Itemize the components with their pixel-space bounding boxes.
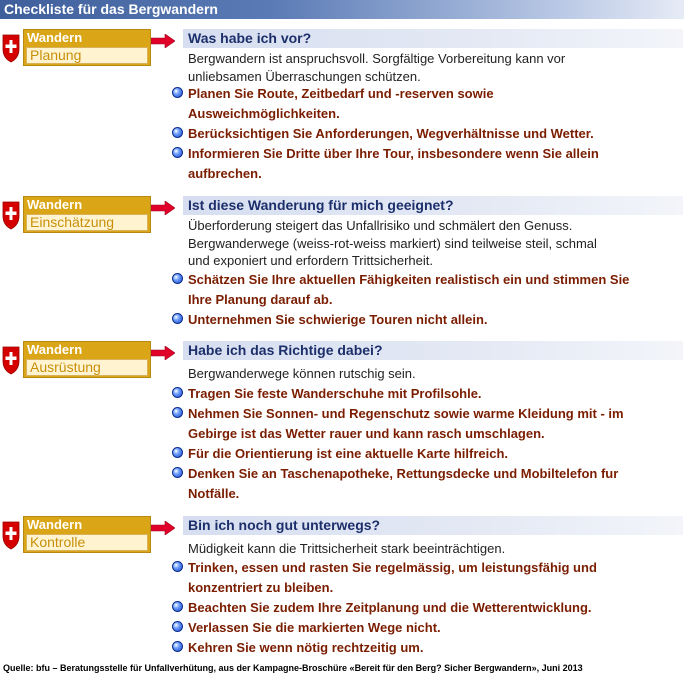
list-item-line: Schätzen Sie Ihre aktuellen Fähigkeiten realistisch ein und stimmen Sie [188, 272, 630, 287]
list-item-line: konzentriert zu bleiben. [188, 580, 334, 595]
list-item-line: Für die Orientierung ist eine aktuelle Karte hilfreich. [188, 446, 509, 461]
intro-line: Bergwanderwege können rutschig sein. [188, 366, 416, 381]
list-item-text [188, 464, 678, 504]
list-item-line: Nehmen Sie Sonnen- und Regenschutz sowie warme Kleidung mit - im [188, 406, 624, 421]
section-badge [0, 341, 176, 379]
page-title: Checkliste für das Bergwandern [4, 1, 218, 17]
list-item-text [188, 144, 678, 184]
list-item-line: Trinken, essen und rasten Sie regelmässig, um leistungsfähig und [188, 560, 597, 575]
badge-label [23, 29, 151, 66]
list-item-line: Kehren Sie wenn nötig rechtzeitig um. [188, 640, 424, 655]
list-item-line: Planen Sie Route, Zeitbedarf und -reserven sowie [188, 86, 494, 101]
section-badge [0, 29, 176, 67]
arrow-right-icon [151, 201, 175, 215]
intro-line: und exponiert und erfordern Trittsicherheit. [188, 253, 433, 268]
badge-label-top: Wandern [27, 30, 83, 45]
bullet-dot-icon [172, 561, 183, 572]
badge-label-top: Wandern [27, 342, 83, 357]
section-heading: Was habe ich vor? [183, 29, 683, 48]
badge-label [23, 341, 151, 378]
list-item-text [188, 84, 678, 124]
list-item-line: Unternehmen Sie schwierige Touren nicht allein. [188, 312, 488, 327]
list-item-text [188, 270, 678, 310]
section-heading: Ist diese Wanderung für mich geeignet? [183, 196, 683, 215]
list-item-line: Ausweichmöglichkeiten. [188, 106, 340, 121]
list-item-text [188, 598, 678, 618]
title-bar [0, 0, 684, 19]
bullet-dot-icon [172, 147, 183, 158]
intro-line: unliebsamen Überraschungen schützen. [188, 68, 421, 84]
list-item-text [188, 638, 678, 658]
swiss-shield-icon [2, 33, 20, 63]
badge-label-top: Wandern [27, 197, 83, 212]
list-item-line: Verlassen Sie die markierten Wege nicht. [188, 620, 441, 635]
bullet-dot-icon [172, 641, 183, 652]
swiss-shield-icon [2, 345, 20, 375]
bullet-dot-icon [172, 387, 183, 398]
bullet-dot-icon [172, 127, 183, 138]
list-item-line: Ihre Planung darauf ab. [188, 292, 333, 307]
bullet-dot-icon [172, 447, 183, 458]
bullet-dot-icon [172, 273, 183, 284]
bullet-dot-icon [172, 621, 183, 632]
bullet-dot-icon [172, 601, 183, 612]
badge-label [23, 196, 151, 233]
bullet-dot-icon [172, 87, 183, 98]
list-item-text [188, 124, 678, 144]
intro-line: Überforderung steigert das Unfallrisiko und schmälert den Genuss. [188, 218, 573, 233]
list-item-line: Informieren Sie Dritte über Ihre Tour, insbesondere wenn Sie allein [188, 146, 599, 161]
list-item-line: Denken Sie an Taschenapotheke, Rettungsdecke und Mobiltelefon fur [188, 466, 619, 481]
list-item-line: Beachten Sie zudem Ihre Zeitplanung und die Wetterentwicklung. [188, 600, 592, 615]
intro-line: Müdigkeit kann die Trittsicherheit stark beeinträchtigen. [188, 541, 506, 556]
list-item-text [188, 404, 678, 444]
arrow-right-icon [151, 521, 175, 535]
list-item-text [188, 444, 678, 464]
swiss-shield-icon [2, 200, 20, 230]
intro-line: Bergwandern ist anspruchsvoll. Sorgfältige Vorbereitung kann vor [188, 51, 566, 66]
section-badge [0, 196, 176, 234]
source-note: Quelle: bfu – Beratungsstelle für Unfallverhütung, aus der Kampagne-Broschüre «Bereit für den Berg? Sicher Bergwandern», Juni 2013 [3, 663, 583, 673]
section-heading: Habe ich das Richtige dabei? [183, 341, 683, 360]
bullet-dot-icon [172, 313, 183, 324]
badge-label-bottom: Planung [26, 47, 148, 64]
bullet-dot-icon [172, 467, 183, 478]
badge-label-top: Wandern [27, 517, 83, 532]
list-item-line: Notfälle. [188, 486, 240, 501]
swiss-shield-icon [2, 520, 20, 550]
list-item-line: Gebirge ist das Wetter rauer und kann rasch umschlagen. [188, 426, 545, 441]
badge-label-bottom: Ausrüstung [26, 359, 148, 376]
bullet-dot-icon [172, 407, 183, 418]
list-item-text [188, 384, 678, 404]
list-item-line: Tragen Sie feste Wanderschuhe mit Profilsohle. [188, 386, 482, 401]
list-item-line: aufbrechen. [188, 166, 262, 181]
section-badge [0, 516, 176, 554]
list-item-text [188, 558, 678, 598]
section-heading: Bin ich noch gut unterwegs? [183, 516, 683, 535]
badge-label [23, 516, 151, 553]
intro-line: Bergwanderwege (weiss-rot-weiss markiert) sind teilweise steil, schmal [188, 235, 597, 251]
list-item-text [188, 310, 678, 330]
badge-label-bottom: Einschätzung [26, 214, 148, 231]
list-item-text [188, 618, 678, 638]
badge-label-bottom: Kontrolle [26, 534, 148, 551]
arrow-right-icon [151, 346, 175, 360]
arrow-right-icon [151, 34, 175, 48]
list-item-line: Berücksichtigen Sie Anforderungen, Wegverhältnisse und Wetter. [188, 126, 594, 141]
